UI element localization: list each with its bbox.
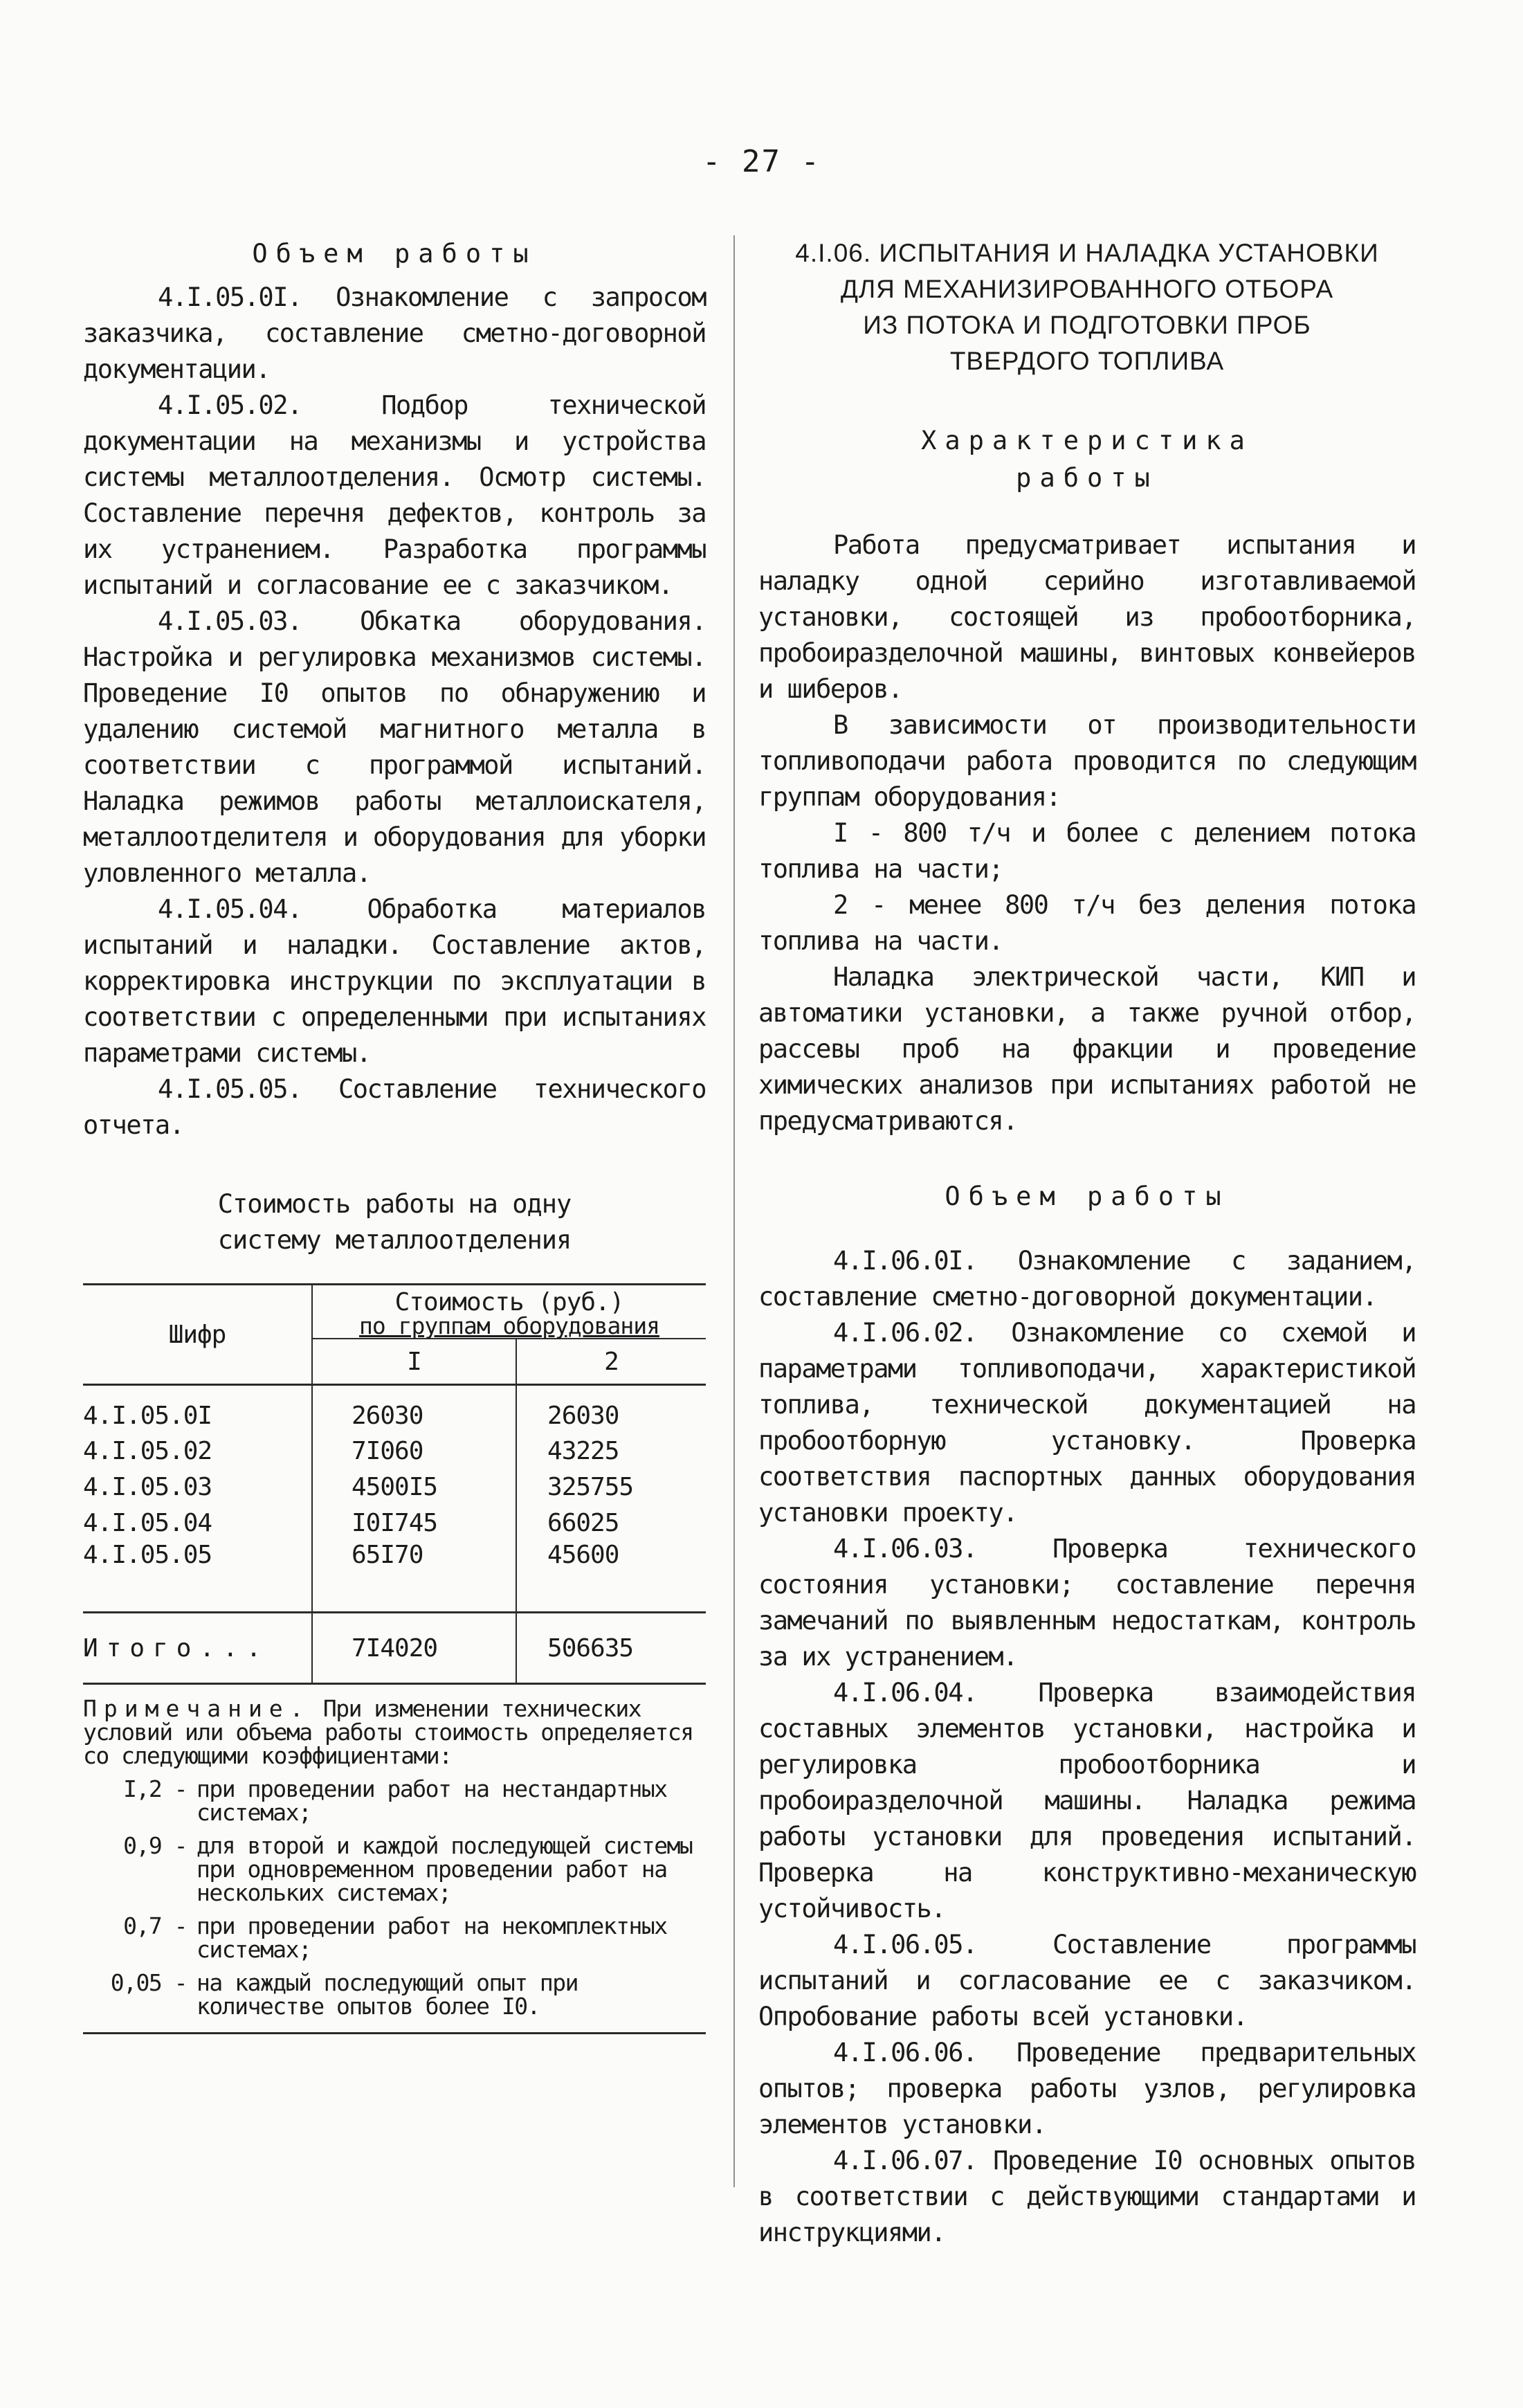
table-total-row (83, 1613, 706, 1684)
header-cost (312, 1285, 706, 1339)
coefficient-text: для второй и каждой последующей системы при одновременном проведении работ на нескольких системах; (197, 1832, 693, 1906)
header-group-2: 2 (516, 1339, 706, 1385)
coefficient-value: 0,9 - (123, 1832, 187, 1859)
cell-group-2: 43225 (516, 1433, 706, 1469)
table-caption-line-2: систему металлоотделения (217, 1225, 572, 1255)
section-title-line-4: ТВЕРДОГО ТОПЛИВА (949, 347, 1225, 375)
characteristics-heading-line-1: Характеристика (921, 426, 1253, 455)
coefficient-text: при проведении работ на некомплектных системах; (197, 1912, 667, 1963)
coefficient-item (83, 1971, 706, 2018)
cost-table (83, 1283, 706, 1685)
scope-heading-left: Объем работы (252, 239, 537, 269)
coefficient-item (83, 1914, 706, 1962)
paragraph-4-1-05-04: 4.I.05.04. Обработка материалов испытаний и наладки. Составление актов, корректировка инструкции по эксплуатации в соответствии с определенными при испытаниях параметрами системы. (83, 894, 706, 1068)
note-text: При изменении технических условий или объема работы стоимость определяется со следующими коэффициентами: (83, 1695, 693, 1769)
table-row (83, 1541, 706, 1613)
cell-group-2: 325755 (516, 1469, 706, 1505)
cell-group-2: 45600 (516, 1541, 706, 1613)
characteristics-paragraph: I - 800 т/ч и более с делением потока топлива на части; (758, 818, 1416, 884)
paragraph-4-1-06-02: 4.I.06.02. Ознакомление со схемой и параметрами топливоподачи, характеристикой топлива, технической документацией на пробоотборную установку. Проверка соответствия паспортных данных оборудования установки проекту. (758, 1318, 1416, 1528)
coefficient-item (83, 1777, 706, 1825)
characteristics-paragraph: Работа предусматривает испытания и наладку одной серийно изготавливаемой установки, состоящей из пробоотборника, пробоиразделочной машины, винтовых конвейеров и шиберов. (758, 530, 1416, 704)
coefficient-text: на каждый последующий опыт при количестве опытов более I0. (197, 1969, 578, 2020)
paragraph-4-1-05-01: 4.I.05.0I. Ознакомление с запросом заказчика, составление сметно-договорной документации. (83, 282, 706, 384)
paragraph-4-1-06-06: 4.I.06.06. Проведение предварительных опытов; проверка работы узлов, регулировка элементов установки. (758, 2038, 1416, 2139)
section-title-line-1: 4.I.06. ИСПЫТАНИЯ И НАЛАДКА УСТАНОВКИ (795, 239, 1379, 267)
cell-code: 4.I.05.03 (83, 1472, 212, 1501)
cell-code: 4.I.05.0I (83, 1401, 212, 1430)
characteristics-heading-line-2: работы (1016, 463, 1158, 493)
cell-group-1: 65I70 (312, 1541, 516, 1613)
cell-group-1: 4500I5 (312, 1469, 516, 1505)
header-group-1: I (312, 1339, 516, 1385)
note-label: Примечание. (83, 1695, 311, 1722)
paragraph-4-1-06-01: 4.I.06.0I. Ознакомление с заданием, составление сметно-договорной документации. (758, 1246, 1416, 1312)
coefficient-item (83, 1834, 706, 1905)
cell-group-1: 26030 (312, 1385, 516, 1433)
page-number: - 27 - (702, 144, 821, 179)
table-header-row (83, 1285, 706, 1339)
paragraph-4-1-06-05: 4.I.06.05. Составление программы испытаний и согласование ее с заказчиком. Опробование работы всей установки. (758, 1930, 1416, 2031)
total-group-1: 7I4020 (312, 1613, 516, 1684)
coefficient-value: 0,7 - (123, 1912, 187, 1939)
column-divider (733, 235, 735, 2187)
characteristics-paragraph: 2 - менее 800 т/ч без деления потока топлива на части. (758, 890, 1416, 956)
cell-code: 4.I.05.04 (83, 1508, 212, 1537)
table-row (83, 1385, 706, 1433)
table-row (83, 1505, 706, 1541)
total-label: Итого... (83, 1633, 270, 1663)
paragraph-4-1-06-03: 4.I.06.03. Проверка технического состояния установки; составление перечня замечаний по выявленным недостаткам, контроль за их устранением. (758, 1534, 1416, 1672)
cell-code: 4.I.05.05 (83, 1541, 212, 1569)
header-code: Шифр (168, 1320, 226, 1349)
section-title-line-2: ДЛЯ МЕХАНИЗИРОВАННОГО ОТБОРА (840, 275, 1334, 303)
table-row (83, 1433, 706, 1469)
coefficient-value: I,2 - (123, 1775, 187, 1802)
cell-group-2: 26030 (516, 1385, 706, 1433)
coefficient-text: при проведении работ на нестандартных системах; (197, 1775, 667, 1826)
characteristics-paragraph: Наладка электрической части, КИП и автоматики установки, а также ручной отбор, рассевы проб на фракции и проведение химических анализов при испытаниях работой не предусматриваются. (758, 962, 1416, 1136)
scope-heading-right: Объем работы (945, 1182, 1230, 1211)
characteristics-paragraph: В зависимости от производительности топливоподачи работа проводится по следующим группам оборудования: (758, 710, 1416, 812)
left-column (83, 235, 706, 2034)
coefficient-value: 0,05 - (110, 1969, 187, 1996)
cell-group-1: 7I060 (312, 1433, 516, 1469)
paragraph-4-1-05-05: 4.I.05.05. Составление технического отчета. (83, 1074, 706, 1140)
paragraph-4-1-05-02: 4.I.05.02. Подбор технической документации на механизмы и устройства системы металлоотделения. Осмотр системы. Составление перечня дефектов, контроль за их устранением. Разработка программы испытаний и согласование ее с заказчиком. (83, 390, 706, 600)
table-row (83, 1469, 706, 1505)
total-group-2: 506635 (516, 1613, 706, 1684)
section-title-line-3: ИЗ ПОТОКА И ПОДГОТОВКИ ПРОБ (863, 311, 1311, 339)
table-note (83, 1697, 706, 1768)
header-cost-line-1: Стоимость (руб.) (394, 1288, 624, 1316)
header-cost-line-2: по группам оборудования (359, 1312, 659, 1339)
table-caption-line-1: Стоимость работы на одну (217, 1189, 572, 1219)
paragraph-4-1-06-04: 4.I.06.04. Проверка взаимодействия составных элементов установки, настройка и регулировка пробоотборника и пробоиразделочной машины. Наладка режима работы установки для проведения испытаний. Проверка на конструктивно-механическую устойчивость. (758, 1678, 1416, 1923)
paragraph-4-1-06-07: 4.I.06.07. Проведение I0 основных опытов в соответствии с действующими стандартами и инструкциями. (758, 2146, 1416, 2247)
cell-code: 4.I.05.02 (83, 1436, 212, 1465)
cell-group-2: 66025 (516, 1505, 706, 1541)
note-bottom-rule (83, 2032, 706, 2034)
cell-group-1: I0I745 (312, 1505, 516, 1541)
paragraph-4-1-05-03: 4.I.05.03. Обкатка оборудования. Настройка и регулировка механизмов системы. Проведение I0 опытов по обнаружению и удалению системой магнитного металла в соответствии с программой испытаний. Наладка режимов работы металлоискателя, металлоотделителя и оборудования для уборки уловленного металла. (83, 606, 706, 888)
right-column (758, 235, 1416, 2251)
